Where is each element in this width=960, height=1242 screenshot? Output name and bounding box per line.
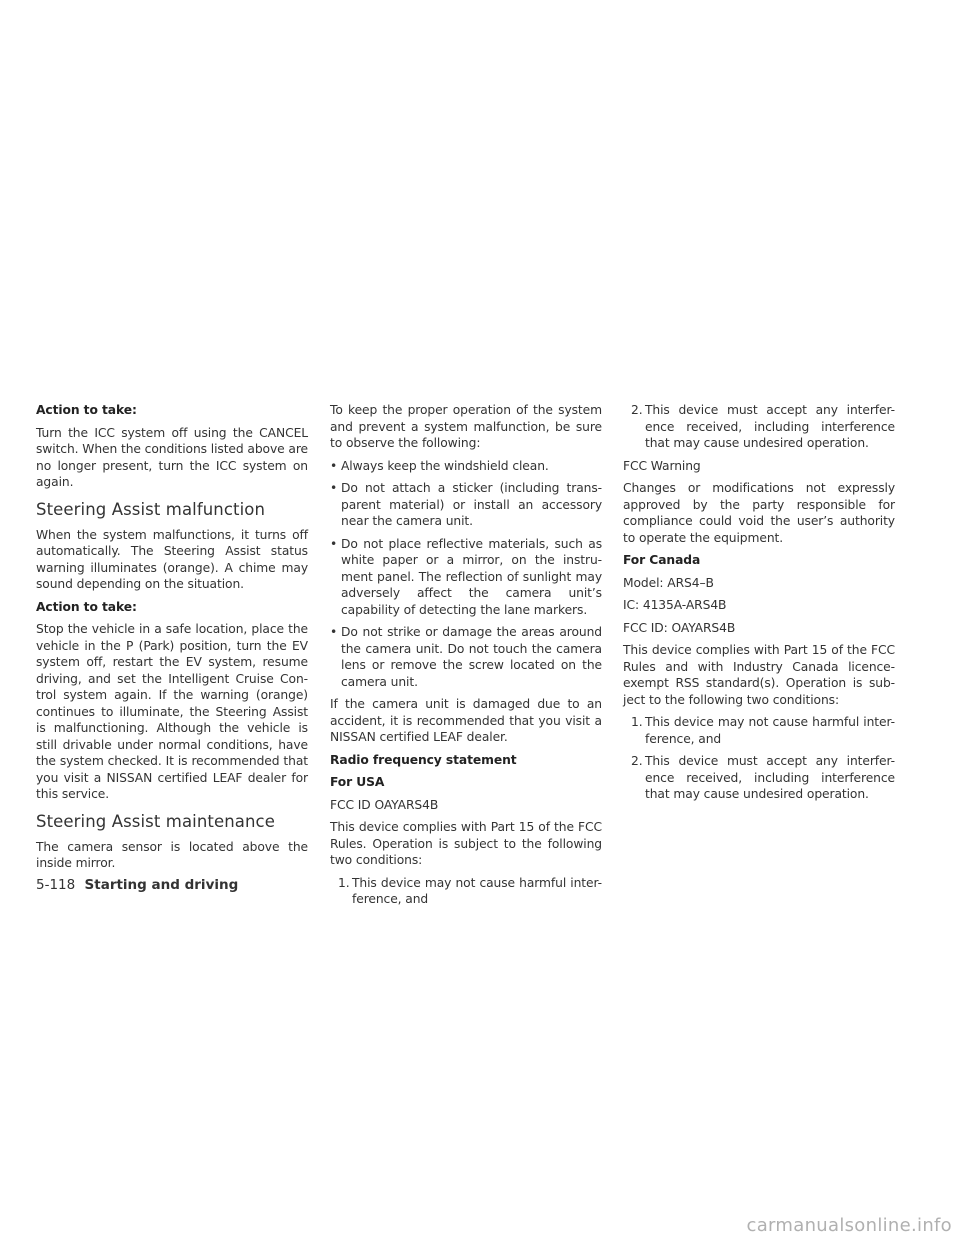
paragraph: This device complies with Part 15 of the FCC Rules. Operation is subject to the following two conditions:	[330, 820, 602, 867]
list-item: 2. This device must accept any interfer-ence received, including interference that may cause undesired operation.	[631, 754, 895, 801]
list-item: 1. This device may not cause harmful inter-ference, and	[338, 875, 602, 906]
paragraph: When the system malfunctions, it turns off automatically. The Steering Assist status warning illuminates (orange). A chime may sound depending on the situation.	[36, 527, 308, 591]
column-middle	[330, 402, 602, 914]
paragraph: This device complies with Part 15 of the FCC Rules and with Industry Canada licence-exempt RSS standard(s). Operation is sub-ject to the following two conditions:	[623, 643, 895, 707]
list-item: 1. This device may not cause harmful inter-ference, and	[631, 715, 895, 746]
list-item: 2. This device must accept any interfer-ence received, including interference that may cause undesired operation.	[631, 403, 895, 450]
subheading-usa: For USA	[330, 775, 385, 789]
section-heading-malfunction: Steering Assist malfunction	[36, 499, 266, 519]
ic-number: IC: 4135A-ARS4B	[623, 598, 727, 612]
list-item: • Do not strike or damage the areas around the camera unit. Do not touch the camera lens or remove the screw located on the camera unit.	[330, 625, 602, 689]
fcc-id: FCC ID OAYARS4B	[330, 797, 439, 812]
action-label: Action to take:	[36, 599, 137, 614]
fcc-id: FCC ID: OAYARS4B	[623, 620, 736, 635]
list-item: • Always keep the windshield clean.	[330, 458, 549, 473]
paragraph: Turn the ICC system off using the CANCEL switch. When the conditions listed above are no longer present, turn the ICC system on again.	[36, 425, 308, 489]
watermark: carmanualsonline.info	[746, 1215, 952, 1236]
numbered-list	[623, 714, 895, 803]
page-footer	[36, 877, 238, 893]
bullet-icon: •	[330, 625, 338, 639]
bullet-icon: •	[330, 481, 338, 495]
paragraph: If the camera unit is damaged due to an accident, it is recommended that you visit a NISSAN certified LEAF dealer.	[330, 697, 602, 744]
paragraph: The camera sensor is located above the inside mirror.	[36, 839, 308, 870]
action-label: Action to take:	[36, 403, 137, 417]
bullet-icon: •	[330, 536, 338, 551]
column-right	[623, 402, 895, 809]
bullet-icon: •	[330, 458, 338, 473]
section-heading-maintenance: Steering Assist maintenance	[36, 811, 275, 831]
paragraph: Stop the vehicle in a safe location, place the vehicle in the P (Park) position, turn the EV system off, restart the EV system, resume driving, and set the Intelligent Cruise Con-trol system again. If the warning (orange) continues to illuminate, the Steering Assist is malfunctioning. Although the vehicle is still drivable under normal conditions, have the system checked. It is recommended that you visit a NISSAN certified LEAF dealer for this service.	[36, 622, 308, 801]
numbered-list	[330, 875, 602, 908]
column-left	[36, 402, 308, 878]
paragraph: To keep the proper operation of the system and prevent a system malfunction, be sure to observe the following:	[330, 403, 602, 450]
paragraph: Changes or modifications not expressly approved by the party responsible for compliance could void the user’s authority to operate the equipment.	[623, 481, 895, 545]
section-title: Starting and driving	[84, 877, 239, 893]
fcc-warning: FCC Warning	[623, 458, 701, 473]
bullet-list	[330, 458, 602, 691]
list-item: • Do not place reflective materials, such as white paper or a mirror, on the instru-ment panel. The reflection of sunlight may adversely affect the camera unit’s capability of detecting the lane markers.	[330, 536, 602, 617]
subheading-canada: For Canada	[623, 553, 701, 567]
list-item: • Do not attach a sticker (including trans-parent material) or install an accessory near the camera unit.	[330, 481, 602, 528]
subheading-radio: Radio frequency statement	[330, 752, 517, 767]
numbered-list	[623, 402, 895, 452]
page-number: 5-118	[36, 877, 76, 893]
model-number: Model: ARS4–B	[623, 575, 714, 590]
